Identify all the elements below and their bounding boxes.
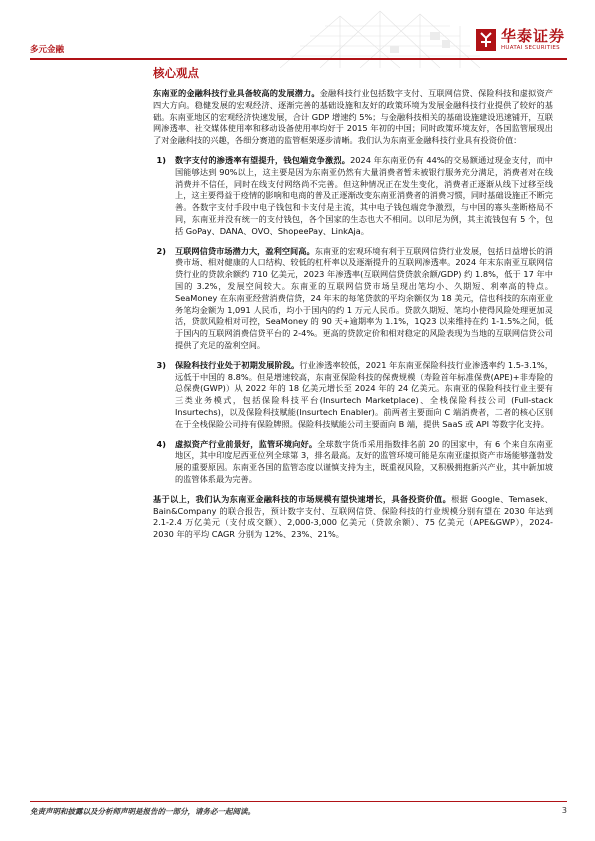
disclaimer-note: 免责声明和披露以及分析师声明是报告的一部分，请务必一起阅读。: [30, 807, 255, 816]
list-item-number: 2): [156, 245, 166, 256]
page-number: 3: [561, 806, 567, 815]
list-item-lead: 虚拟资产行业前景好，监管环境向好。: [175, 438, 318, 449]
huatai-logo: [475, 28, 565, 52]
logo-chinese-name: 华泰证券: [501, 27, 566, 45]
intro-body: 金融科技行业包括数字支付、互联网信贷、保险科技和虚拟资产四大方向。稳健发展的宏观经济、逐渐完善的基础设施和友好的政策环境为发展金融科技行业提供了较好的基础。东南亚地区的宏观经济快速发展，合计 GDP 增速约 5%；与金融科技相关的基础设施建设迅速铺开，互联网渗透率、社交媒体使用率和移动设备使用率均好于 2015 年初的中国；同时政策环境友好，各国监管展现出了对金融科技的兴趣，各细分赛道的监管框架逐步清晰。我们认为东南亚金融科技行业具有投资价值：: [153, 88, 553, 146]
intro-lead: 东南亚的金融科技行业具备较高的发展潜力。: [153, 88, 320, 98]
logo-english-name: HUATAI SECURITIES: [501, 45, 560, 51]
list-item-number: 1): [156, 154, 166, 165]
huatai-logo-icon: [475, 28, 497, 52]
conclusion-paragraph: [153, 494, 553, 541]
report-body: [153, 88, 553, 549]
list-item-lead: 数字支付的渗透率有望提升，钱包端竞争激烈。: [175, 154, 351, 165]
list-item-text: 行业渗透率较低，2021 年东南亚保险科技行业渗透率约 1.5-3.1%，远低于中国的 8.8%。但是增速较高，东南亚保险科技的保费规模（寿险首年标准保费(APE)+非寿险的总保费(GWP)）从 2022 年的 18 亿美元增长至 2024 年的 24 亿美元。东南亚的保险科技行业主要有三类业务模式，包括保险科技平台(Insurtech Marketplace)、全栈保险科技公司 (Full-stack Insurtechs)，以及保险科技赋能(Insurtech Enabler)。前两者主要面向 C 端消费者，二者的核心区别在于全栈保险公司持有保险牌照。保险科技赋能公司主要面向 B 端，提供 SaaS 或 API 等数字化支持。: [175, 359, 553, 429]
list-item-text: 全球数字货币采用指数排名前 20 的国家中，有 6 个来自东南亚地区，其中印度尼西亚位列全球第 3，排名最高。友好的监管环境可能是东南亚虚拟资产市场能够蓬勃发展的重要原因。东南亚各国的监管态度以谨慎支持为主，既重视风险，又积极拥抱新兴产业，其中新加坡的监管体系最为完善。: [175, 438, 553, 484]
list-item-insurtech: [153, 360, 553, 431]
intro-paragraph: [153, 88, 553, 147]
list-item-text: 2024 年东南亚仍有 44%的交易额通过现金支付，而中国能够达到 90%以上，这主要是因为东南亚仍然有大量消费者暂未被银行服务充分满足，消费者对在线消费并不信任，同时在线支付网络尚不完善。但这种情况正在发生变化，消费者正逐渐从线下过移至线上，这主要得益于疫情的影响和电商的普及正逐渐改变东南亚消费者的消费习惯，同时基础设施正不断完善。各数字支付手段中电子钱包和卡支付是主流，其中电子钱包端竞争激烈，与中国的寡头垄断格局不同，东南亚并没有统一的支付钱包，各个国家的生态也大不相同。以印尼为例，其主流钱包有 5 个，包括 GoPay、DANA、OVO、ShopeePay、LinkAja。: [175, 154, 553, 236]
conclusion-body: 根据 Google、Temasek、Bain&Company 的联合报告，预计数字支付、互联网信贷、保险科技的行业规模分别有望在 2030 年达到 2.1-2.4 万亿美元（支付成交额）、2,000-3,000 亿美元（贷款余额）、75 亿美元（APE&GWP），2024-2030 年的平均 CAGR 分别为 12%、23%、21%。: [153, 493, 553, 540]
list-item-text: 东南亚的宏观环境有利于互联网信贷行业发展，包括日益增长的消费市场、相对健康的人口结构、较低的杠杆率以及逐渐提升的互联网渗透率。2024 年末东南亚互联网信贷行业的贷款余额约 710 亿美元，2023 年渗透率(互联网信贷贷款余额/GDP) 约 1.8%，低于 17 年中国的 3.2%，发展空间较大。东南亚的互联网信贷市场呈现出笔均小、久期短、利率高的特点。SeaMoney 在东南亚经营消费信贷，24 年末的每笔贷款的平均余额仅为 18 美元，信也科技的东南亚业务笔均金额为 1,091 人民币，均小于国内的约 1 万元人民币。贷款久期短、笔均小使得风险处理更加灵活，贷款风险相对可控，SeaMoney 的 90 天+逾期率为 1.1%，1Q23 以来维持在约 1-1.5%之间，低于国内的互联网消费信贷平台的 2-4%。更高的贷款定价和相对稳定的风险表现为当地的互联网信贷公司提供了充足的盈利空间。: [175, 245, 553, 350]
list-item-digital-payments: [153, 155, 553, 238]
list-item-lead: 保险科技行业处于初期发展阶段。: [175, 359, 300, 370]
header-category-label: 多元金融: [30, 45, 65, 55]
conclusion-lead: 基于以上，我们认为东南亚金融科技的市场规模有望快速增长，具备投资价值。: [153, 493, 452, 504]
section-title: 核心观点: [153, 66, 199, 80]
list-item-number: 3): [156, 359, 166, 370]
footer-divider: [30, 801, 567, 802]
list-item-lead: 互联网信贷市场潜力大，盈利空间高。: [175, 245, 315, 256]
list-item-online-lending: [153, 246, 553, 352]
list-item-virtual-assets: [153, 439, 553, 486]
list-item-number: 4): [156, 438, 166, 449]
header-divider: [30, 58, 567, 60]
